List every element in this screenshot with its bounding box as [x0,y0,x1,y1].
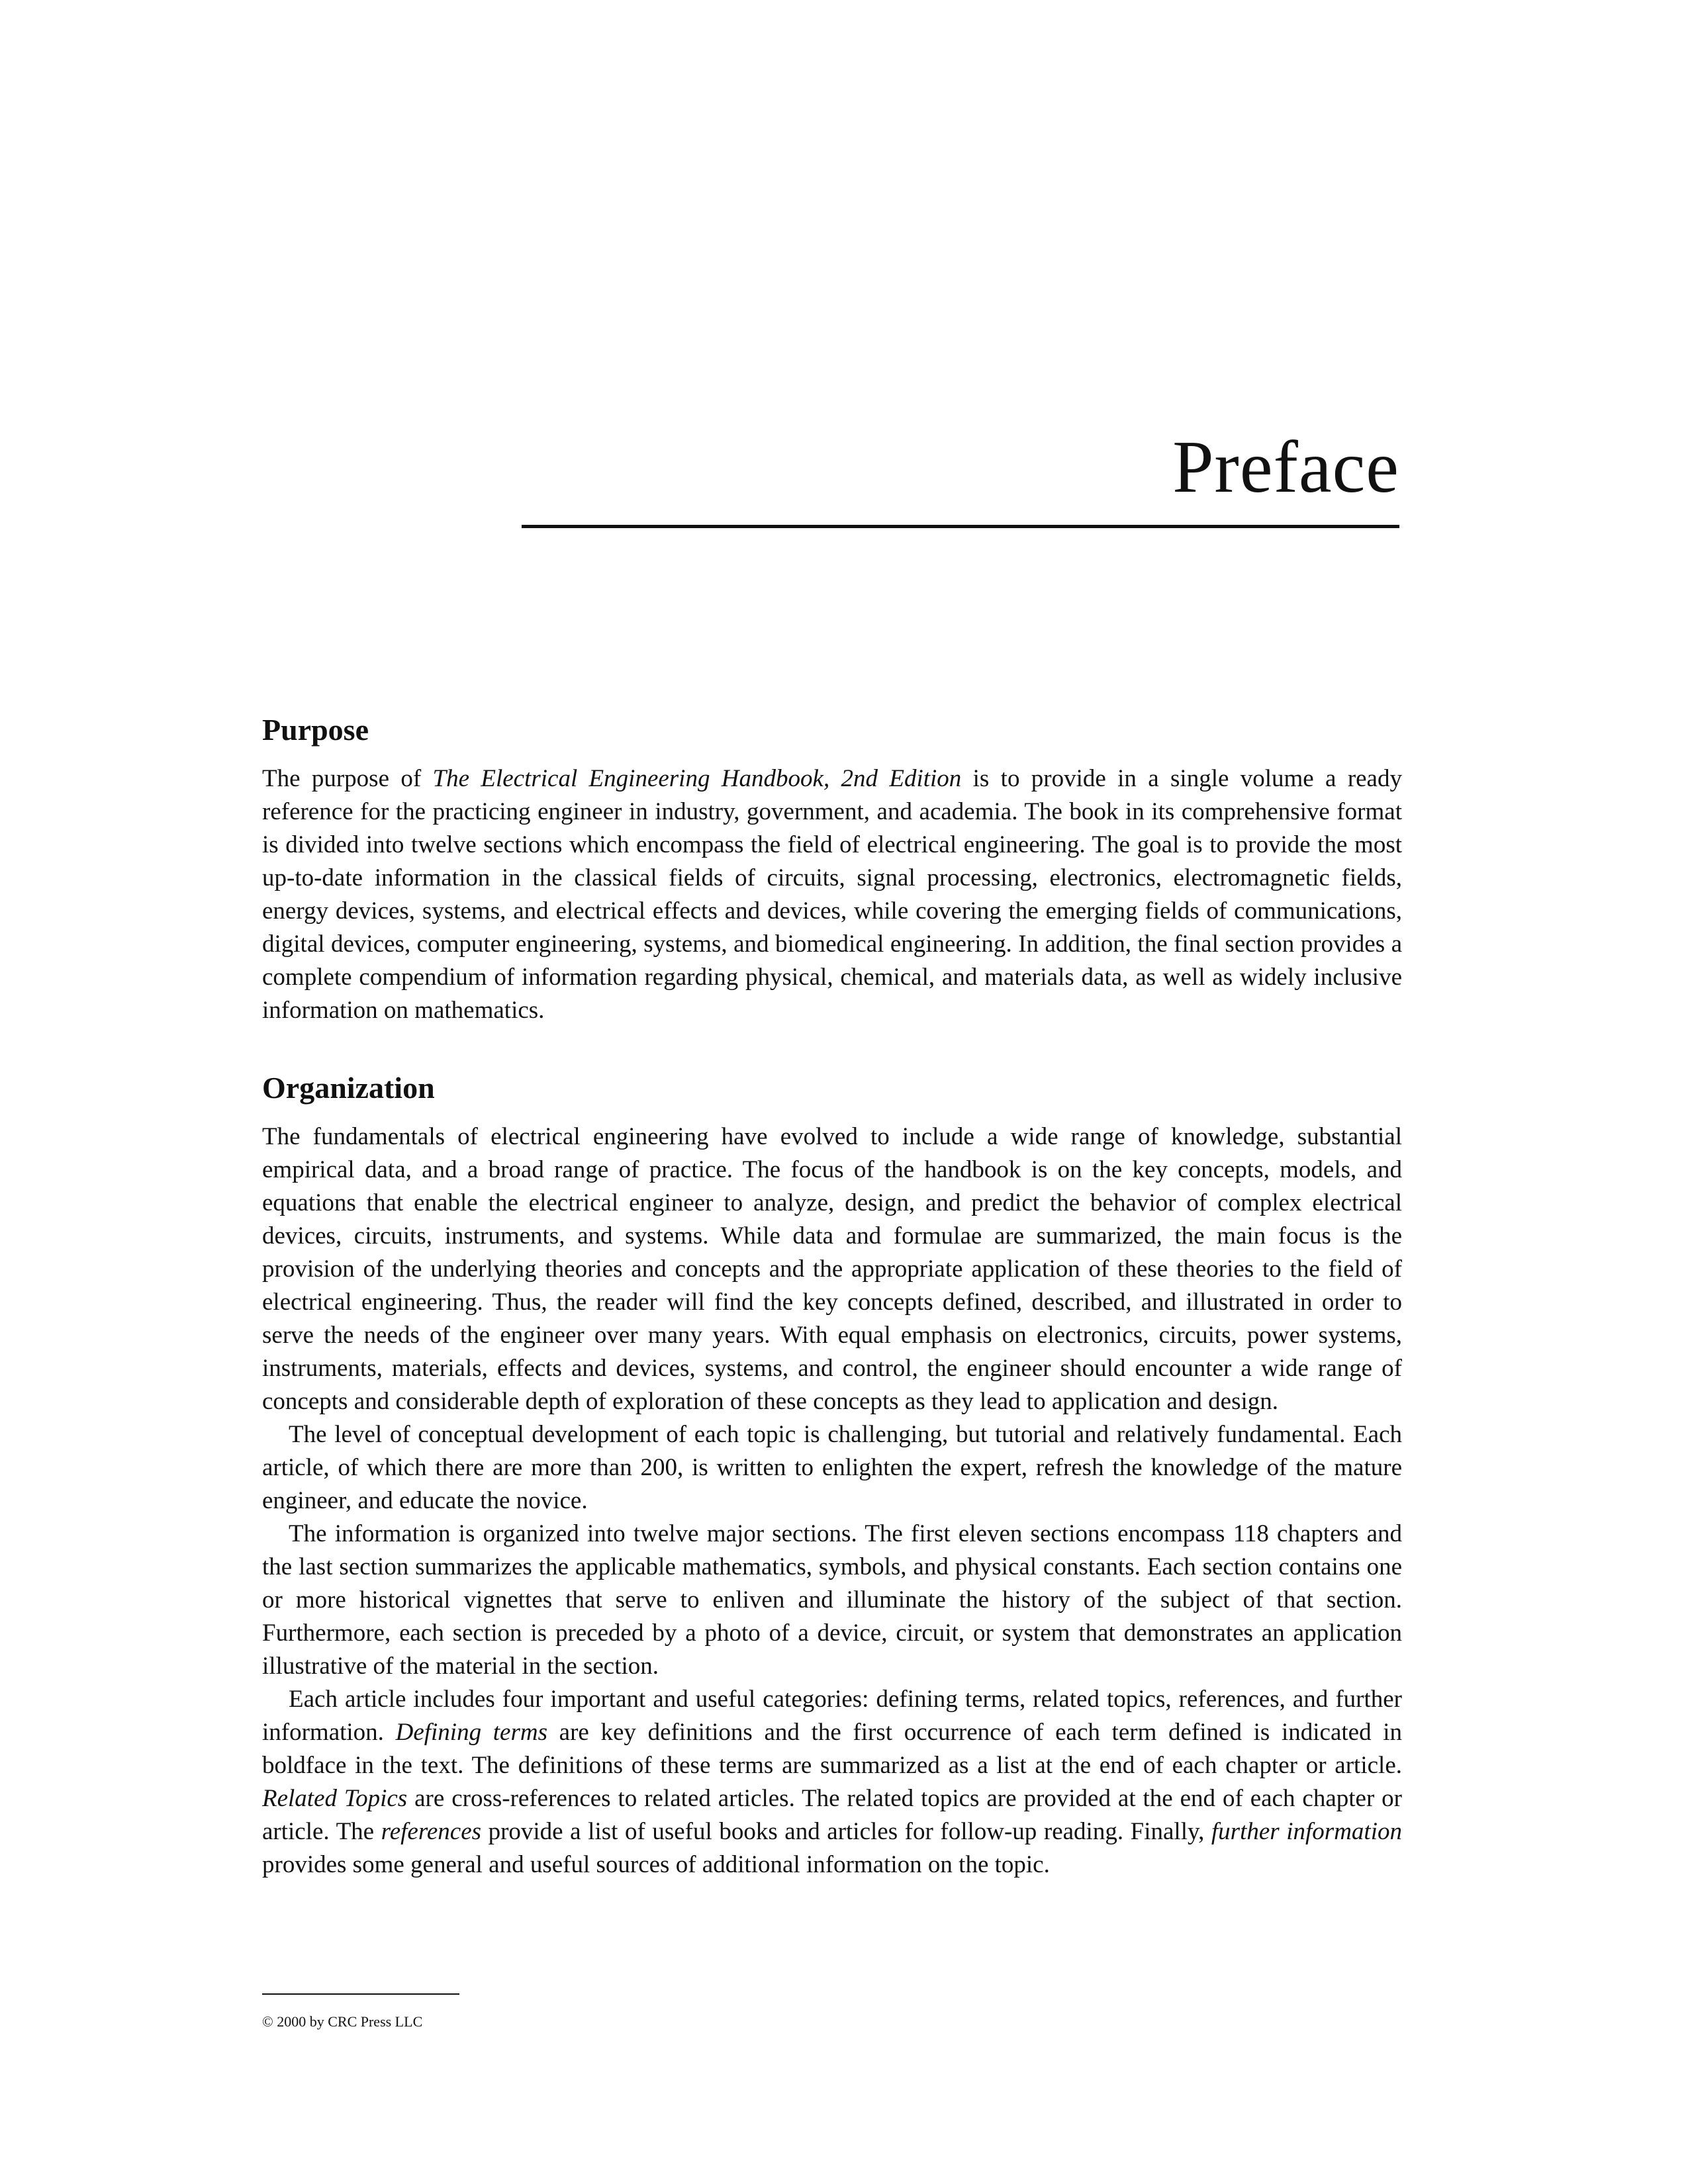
organization-paragraph-1: The fundamentals of electrical engineering have evolved to include a wide range of knowledge, substantial empirical data, and a broad range of practice. The focus of the handbook is on the key concepts, models, and equations that enable the electrical engineer to analyze, design, and predict the behavior of complex electrical devices, circuits, instruments, and systems. While data and formulae are summarized, the main focus is the provision of the underlying theories and concepts and the appropriate application of these theories to the field of electrical engineering. Thus, the reader will find the key concepts defined, described, and illustrated in order to serve the needs of the engineer over many years. With equal emphasis on electronics, circuits, power systems, instruments, materials, effects and devices, systems, and control, the engineer should encounter a wide range of concepts and considerable depth of exploration of these concepts as they lead to application and design. [262,1123,1402,1416]
text-run: are cross-references to related articles. The related topics are provided at the end of each chapter or article. The [262,1785,1403,1846]
emphasis-related-topics: Related Topics [262,1785,408,1813]
copyright-notice: © 2000 by CRC Press LLC [262,2013,423,2030]
title-rule [522,525,1399,528]
organization-heading: Organization [262,1071,435,1105]
text-run: provide a list of useful books and articles for follow-up reading. Finally, [481,1818,1211,1846]
emphasis-defining-terms: Defining terms [395,1719,547,1747]
text-run: provides some general and useful sources of additional information on the topic. [262,1851,1050,1879]
purpose-section [262,711,1402,1027]
chapter-title: Preface [1172,426,1399,508]
organization-section [262,1069,1402,1882]
purpose-heading: Purpose [262,713,369,747]
organization-paragraph-2: The level of conceptual development of each topic is challenging, but tutorial and relatively fundamental. Each article, of which there are more than 200, is written to enlighten the expert, refresh the knowledge of the mature engineer, and educate the novice. [262,1421,1402,1515]
text-run: is to provide in a single volume a ready reference for the practicing engineer in industry, government, and academia. The book in its comprehensive format is divided into twelve sections which encompass the field of electrical engineering. The goal is to provide the most up-to-date information in the classical fields of circuits, signal processing, electronics, electromagnetic fields, energy devices, systems, and electrical effects and devices, while covering the emerging fields of communications, digital devices, computer engineering, systems, and biomedical engineering. In addition, the final section provides a complete compendium of information regarding physical, chemical, and materials data, as well as widely inclusive information on mathematics. [262,765,1402,1024]
emphasis-further-information: further information [1211,1818,1402,1846]
organization-paragraph-3: The information is organized into twelve major sections. The first eleven sections encompass 118 chapters and the last section summarizes the applicable mathematics, symbols, and physical constants. Each section contains one or more historical vignettes that serve to enliven and illuminate the history of the subject of that section. Furthermore, each section is preceded by a photo of a device, circuit, or system that demonstrates an application illustrative of the material in the section. [262,1520,1402,1680]
text-run: Each article includes four important and useful categories: defining terms, related topics, references, and further information. [262,1686,1402,1747]
organization-paragraph-4 [262,1683,1402,1882]
text-run: are key definitions and the first occurrence of each term defined is indicated in boldface in the text. The definitions of these terms are summarized as a list at the end of each chapter or article. [262,1719,1403,1780]
emphasis-references: references [381,1818,482,1846]
purpose-paragraph [262,762,1402,1027]
text-run: The purpose of [262,765,433,793]
footnote-rule [262,1993,459,1995]
page-content [262,711,1402,1924]
book-title: The Electrical Engineering Handbook, 2nd Edition [432,765,962,793]
